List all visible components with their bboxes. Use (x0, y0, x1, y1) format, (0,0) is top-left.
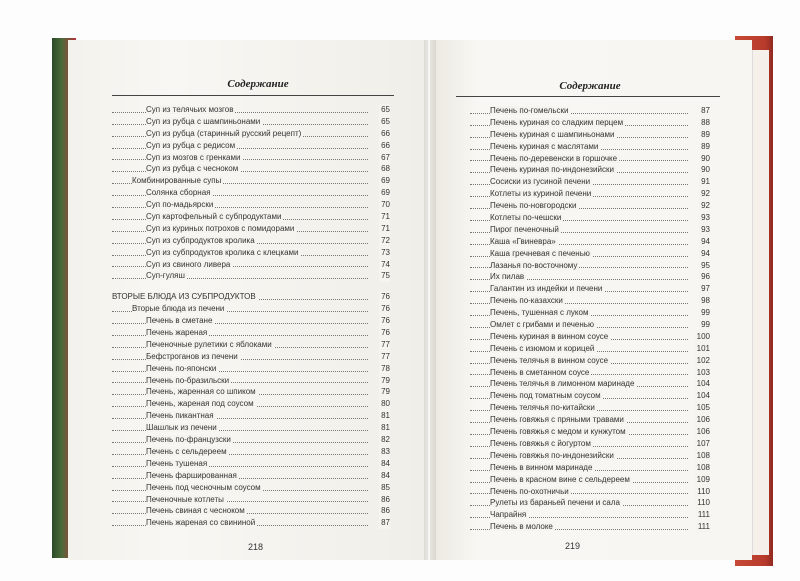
toc-entry (112, 128, 390, 140)
toc-entry (112, 446, 390, 458)
toc-entry-page: 76 (381, 292, 390, 302)
toc-entry-page: 76 (381, 328, 390, 338)
toc-entry (112, 434, 390, 446)
toc-entry-page: 84 (381, 470, 390, 480)
toc-entry (470, 426, 710, 438)
toc-entry (470, 378, 710, 390)
toc-entry-page: 71 (381, 212, 390, 222)
toc-entry (112, 152, 390, 164)
toc-entry-page: 68 (381, 164, 390, 174)
book-gutter (424, 40, 436, 560)
toc-entry-page: 102 (696, 355, 710, 365)
toc-entry-page: 69 (381, 188, 390, 198)
toc-entry (470, 141, 710, 153)
toc-entry-page: 101 (696, 343, 710, 353)
toc-entry-page: 75 (381, 271, 390, 281)
toc-entry (470, 414, 710, 426)
toc-entry-title: Суп из свиного ливера (146, 259, 231, 269)
toc-entry-page: 99 (701, 320, 710, 330)
toc-entry-page: 69 (381, 176, 390, 186)
toc-entry-title: Печень по-японски (146, 363, 217, 373)
toc-entry-title: Печень, тушенная с луком (490, 308, 589, 318)
toc-entry-page: 89 (701, 141, 710, 151)
toc-entry (470, 248, 710, 260)
toc-entry-title: Печень куриная со сладким перцем (490, 117, 624, 127)
toc-entry-page: 106 (696, 415, 710, 425)
toc-entry (470, 260, 710, 272)
toc-entry (112, 351, 390, 363)
toc-entry-title: Чапрайня (490, 510, 527, 520)
toc-entry-title: Печень говяжья с пряными травами (490, 415, 624, 425)
toc-entry-page: 106 (696, 427, 710, 437)
toc-entry (112, 494, 390, 506)
toc-entry (470, 497, 710, 509)
toc-entry-title: Их пилав (490, 272, 525, 282)
toc-entry (470, 271, 710, 283)
toc-entry (112, 505, 390, 517)
toc-entry (470, 450, 710, 462)
right-page-number: 219 (565, 541, 581, 551)
toc-entry (470, 283, 710, 295)
toc-entry-title: Суп-гуляш (146, 271, 185, 281)
toc-entry-page: 85 (381, 482, 390, 492)
toc-entry-page: 96 (701, 272, 710, 282)
toc-entry (470, 462, 710, 474)
toc-entry-title: Котлеты из куриной печени (490, 189, 592, 199)
toc-entry-title: Рулеты из бараньей печени и сала (490, 498, 620, 508)
toc-entry-title: Печень куриная в винном соусе (490, 331, 609, 341)
toc-entry-page: 93 (701, 213, 710, 223)
right-page-header: Содержание (559, 80, 621, 92)
toc-entry-title: Пирог печеночный (490, 224, 559, 234)
toc-entry-title: Печень телячья в лимонном маринаде (490, 379, 635, 389)
toc-entry (112, 327, 390, 339)
left-toc-list (112, 104, 390, 529)
toc-entry-title: Лазанья по-восточному (490, 260, 578, 270)
toc-entry-page: 94 (701, 248, 710, 258)
toc-entry-title: Печень говяжья с йогуртом (490, 438, 591, 448)
toc-entry-page: 107 (696, 438, 710, 448)
toc-entry (112, 517, 390, 529)
toc-entry-title: Печень куриная с маслятами (490, 141, 599, 151)
toc-entry-page: 91 (701, 177, 710, 187)
toc-entry-title: Суп из субпродуктов кролика с клецками (146, 247, 299, 257)
toc-entry-title: Печень куриная по-индонезийски (490, 165, 614, 175)
toc-entry-title: Суп из телячьих мозгов (146, 105, 234, 114)
toc-entry-title: Печень с сельдереем (146, 446, 227, 456)
toc-entry-page: 89 (701, 129, 710, 139)
toc-entry (112, 410, 390, 422)
toc-entry-page: 80 (381, 399, 390, 409)
toc-entry-page: 98 (701, 296, 710, 306)
toc-entry (470, 343, 710, 355)
toc-entry-title: Печень в красном вине с сельдереем (490, 474, 630, 484)
toc-entry-title: Котлеты по-чешски (490, 213, 562, 223)
toc-entry (470, 212, 710, 224)
toc-entry (112, 458, 390, 470)
toc-entry-page: 92 (701, 189, 710, 199)
toc-entry (470, 402, 710, 414)
toc-entry (470, 521, 710, 533)
toc-entry-page: 88 (701, 117, 710, 127)
toc-entry (470, 486, 710, 498)
toc-entry-title: Печень жареная со свининой (146, 518, 256, 528)
toc-entry-page: 108 (696, 450, 710, 460)
toc-entry (112, 470, 390, 482)
toc-entry-page: 99 (701, 308, 710, 318)
toc-entry-title: Печень говяжья с медом и кунжутом (490, 427, 626, 437)
right-header-rule (456, 96, 720, 97)
toc-entry-title: Шашлык из печени (146, 423, 217, 433)
toc-entry-page: 87 (701, 106, 710, 115)
toc-entry-page: 74 (381, 259, 390, 269)
toc-entry-page: 66 (381, 140, 390, 150)
toc-entry-title: Солянка сборная (146, 188, 211, 198)
toc-entry-title: Каша «Гвиневра» (490, 236, 556, 246)
toc-entry-title: Каша гречневая с печенью (490, 248, 590, 258)
toc-entry-page: 81 (381, 411, 390, 421)
toc-entry (112, 375, 390, 387)
toc-entry (470, 236, 710, 248)
toc-entry-page: 70 (381, 200, 390, 210)
toc-entry (470, 319, 710, 331)
toc-entry-title: Суп картофельный с субпродуктами (146, 212, 282, 222)
toc-entry-title: Суп из рубца с шампиньонами (146, 116, 261, 126)
toc-entry-page: 79 (381, 387, 390, 397)
toc-entry-page: 72 (381, 235, 390, 245)
toc-entry (470, 117, 710, 129)
toc-entry-title: Печень по-охотничьи (490, 486, 569, 496)
toc-entry (112, 211, 390, 223)
toc-entry (470, 390, 710, 402)
toc-entry-page: 65 (381, 105, 390, 114)
toc-entry (112, 303, 390, 315)
toc-entry (112, 163, 390, 175)
toc-entry-title: ВТОРЫЕ БЛЮДА ИЗ СУБПРОДУКТОВ (112, 292, 256, 302)
toc-entry-page: 73 (381, 247, 390, 257)
toc-entry-title: Печень тушеная (146, 458, 208, 468)
toc-entry-title: Сосиски из гусиной печени (490, 177, 591, 187)
toc-entry (112, 104, 390, 116)
toc-entry-page: 90 (701, 165, 710, 175)
toc-entry-title: Печень по-казахски (490, 296, 563, 306)
toc-entry-page: 110 (697, 498, 710, 508)
left-page-header: Содержание (227, 78, 289, 90)
toc-entry (112, 140, 390, 152)
toc-entry (470, 509, 710, 521)
toc-entry-title: Печень, жаренная со шпиком (146, 387, 256, 397)
toc-entry (470, 367, 710, 379)
toc-entry-title: Суп из рубца (старинный русский рецепт) (146, 128, 302, 138)
toc-entry (112, 259, 390, 271)
toc-entry-title: Печень с изюмом и корицей (490, 343, 595, 353)
toc-entry-title: Печень пикантная (146, 411, 214, 421)
toc-entry (112, 247, 390, 259)
toc-entry-title: Печень под чесночным соусом (146, 482, 261, 492)
toc-entry-page: 71 (381, 223, 390, 233)
toc-entry-page: 86 (381, 494, 390, 504)
toc-entry-title: Омлет с грибами и печенью (490, 320, 594, 330)
toc-entry-title: Печень по-новгородски (490, 201, 577, 211)
toc-entry (470, 153, 710, 165)
toc-entry-title: Печень жареная (146, 328, 208, 338)
toc-entry (470, 307, 710, 319)
toc-entry (470, 129, 710, 141)
page-block-edge (752, 50, 769, 555)
toc-entry (112, 291, 390, 303)
toc-entry-page: 87 (381, 518, 390, 528)
toc-entry (112, 116, 390, 128)
toc-entry-page: 105 (696, 403, 710, 413)
toc-entry-title: Суп из субпродуктов кролика (146, 235, 255, 245)
toc-entry-page: 76 (381, 316, 390, 326)
toc-entry-page: 65 (381, 116, 390, 126)
toc-entry-page: 108 (696, 462, 710, 472)
toc-entry-title: Суп из рубца с чесноком (146, 164, 239, 174)
toc-entry-title: Печень по-деревенски в горшочке (490, 153, 618, 163)
toc-entry-page: 79 (381, 375, 390, 385)
toc-entry-page: 111 (697, 522, 710, 532)
toc-entry (470, 188, 710, 200)
toc-entry (112, 339, 390, 351)
toc-entry-title: Комбинированные супы (132, 176, 222, 186)
toc-entry-title: Суп по-мадьярски (146, 200, 214, 210)
toc-entry (112, 363, 390, 375)
toc-entry-title: Печеночные котлеты (146, 494, 224, 504)
toc-entry-page: 66 (381, 128, 390, 138)
right-toc-list (470, 105, 710, 533)
toc-entry-title: Печень по-бразильски (146, 375, 230, 385)
toc-entry-title: Вторые блюда из печени (132, 304, 225, 314)
toc-entry-title: Печень в сметане (146, 316, 213, 326)
toc-entry (112, 422, 390, 434)
toc-entry-title: Галантин из индейки и печени (490, 284, 603, 294)
toc-entry (112, 315, 390, 327)
toc-entry-page: 111 (697, 510, 710, 520)
toc-entry-page: 81 (381, 423, 390, 433)
toc-entry-page: 83 (381, 446, 390, 456)
toc-entry (470, 474, 710, 486)
toc-entry-page: 92 (701, 201, 710, 211)
toc-entry-title: Печень фаршированная (146, 470, 237, 480)
toc-entry-page: 78 (381, 363, 390, 373)
toc-entry-title: Печень по-французски (146, 435, 231, 445)
toc-entry-page: 109 (696, 474, 710, 484)
toc-entry-title: Печень в винном маринаде (490, 462, 593, 472)
toc-entry-title: Печень телячья в винном соусе (490, 355, 609, 365)
toc-entry-page: 77 (381, 351, 390, 361)
toc-entry (470, 355, 710, 367)
toc-entry (470, 438, 710, 450)
toc-entry (112, 398, 390, 410)
toc-entry (112, 386, 390, 398)
toc-entry-page: 77 (381, 339, 390, 349)
toc-entry-title: Печень телячья по-китайски (490, 403, 595, 413)
toc-entry (112, 235, 390, 247)
toc-entry-title: Печень по-гомельски (490, 106, 569, 115)
toc-entry-page: 97 (701, 284, 710, 294)
left-header-rule (112, 95, 394, 96)
toc-entry-title: Суп из куриных потрохов с помидорами (146, 223, 295, 233)
toc-entry-title: Печень в сметанном соусе (490, 367, 590, 377)
toc-entry-title: Печень свиная с чесноком (146, 506, 245, 516)
toc-entry-title: Печень куриная с шампиньонами (490, 129, 615, 139)
toc-entry-page: 76 (381, 304, 390, 314)
toc-entry-title: Печеночные рулетики с яблоками (146, 339, 272, 349)
toc-entry-title: Суп из мозгов с гренками (146, 152, 241, 162)
toc-entry-title: Печень говяжья по-индонезийски (490, 450, 614, 460)
toc-entry-page: 104 (696, 391, 710, 401)
toc-entry-page: 84 (381, 458, 390, 468)
toc-entry (470, 164, 710, 176)
toc-entry-page: 104 (696, 379, 710, 389)
toc-entry-page: 103 (696, 367, 710, 377)
toc-entry (112, 270, 390, 282)
left-page-number: 218 (248, 542, 264, 552)
toc-entry (112, 482, 390, 494)
toc-entry (470, 200, 710, 212)
toc-entry (470, 295, 710, 307)
toc-entry (470, 105, 710, 117)
toc-entry-title: Бефстроганов из печени (146, 351, 238, 361)
toc-entry-page: 90 (701, 153, 710, 163)
toc-entry-title: Суп из рубца с редисом (146, 140, 236, 150)
toc-entry-title: Печень, жареная под соусом (146, 399, 254, 409)
toc-entry-title: Печень под томатным соусом (490, 391, 601, 401)
toc-entry-page: 110 (697, 486, 710, 496)
toc-entry (112, 223, 390, 235)
toc-entry-page: 100 (696, 331, 710, 341)
toc-entry-page: 67 (381, 152, 390, 162)
toc-entry-title: Печень в молоке (490, 522, 553, 532)
toc-entry (470, 224, 710, 236)
toc-entry (470, 176, 710, 188)
toc-entry-page: 93 (701, 224, 710, 234)
toc-entry-page: 94 (701, 236, 710, 246)
toc-entry-page: 82 (381, 435, 390, 445)
toc-entry (112, 199, 390, 211)
toc-entry-page: 86 (381, 506, 390, 516)
toc-entry (470, 331, 710, 343)
toc-entry (112, 175, 390, 187)
toc-entry (112, 187, 390, 199)
toc-entry-page: 95 (701, 260, 710, 270)
